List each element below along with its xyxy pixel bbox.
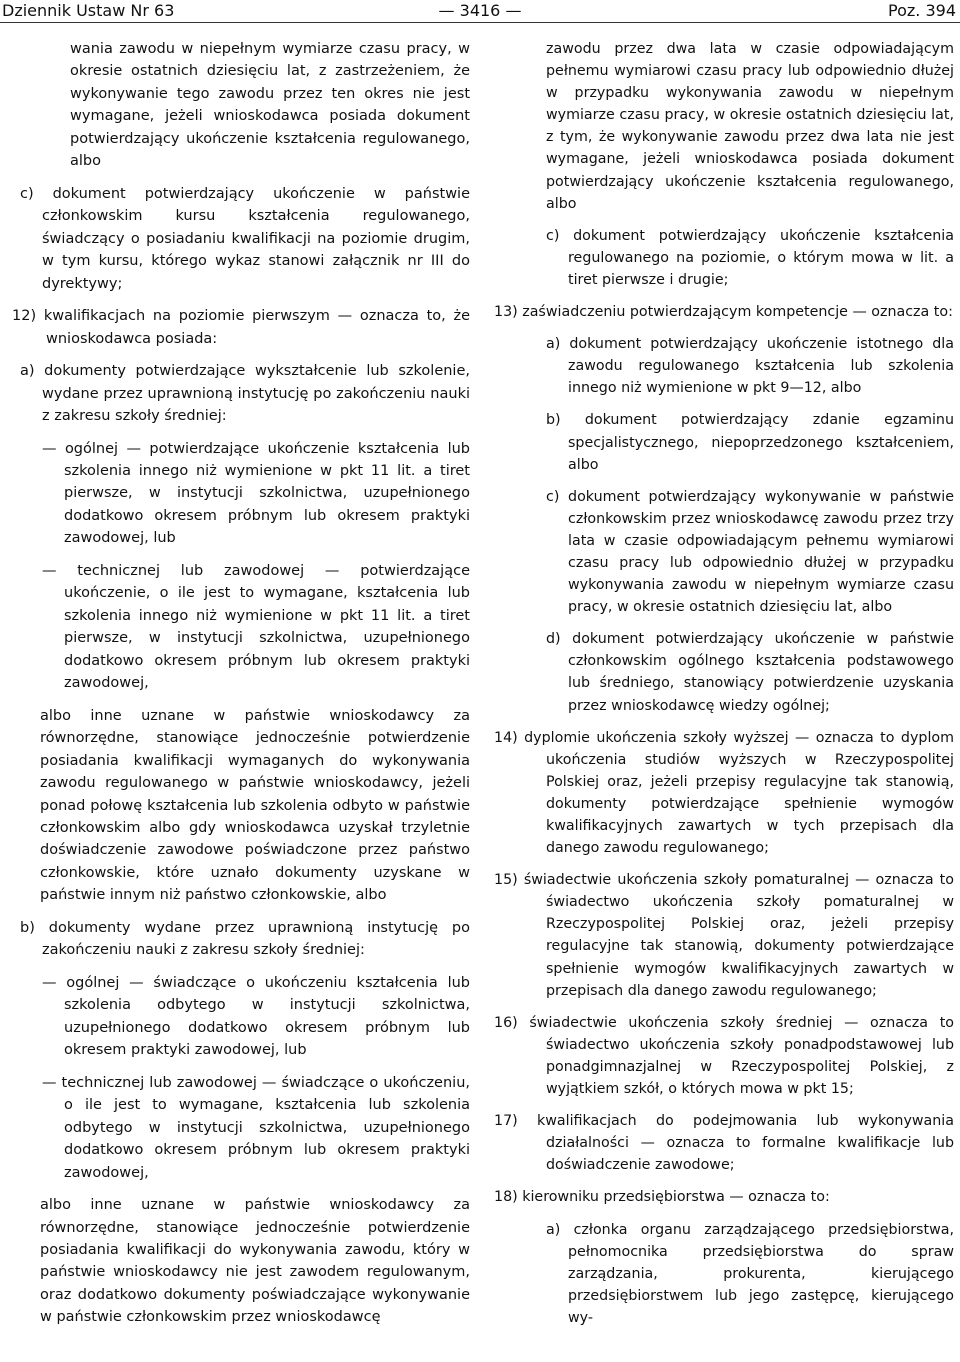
list-item: a) dokument potwierdzający ukończenie istotnego dla zawodu regulowanego kształcenia lub szkolenia innego niż wymienione w pkt 9—12, albo (546, 336, 954, 397)
list-item: 17) kwalifikacjach do podejmowania lub wykonywania działalności — oznacza to formalne kwalifikacje lub doświadczenie zawodowe; (494, 1113, 954, 1174)
list-item: 18) kierowniku przedsiębiorstwa — oznacza to: (494, 1189, 830, 1206)
list-item: 14) dyplomie ukończenia szkoły wyższej — oznacza to dyplom ukończenia studiów wyższych w Rzeczypospolitej Polskiej oraz, jeżeli przepisy regulacyjne tak stanowią, dokumenty potwierdzające spełnienie wymogów kwalifikacyjnych zawartych w tych przepisach dla danego zawodu regulowanego; (494, 729, 954, 857)
page-number: — 3416 — (438, 1, 522, 20)
page-header (0, 0, 960, 22)
position-number: Poz. 394 (888, 1, 956, 20)
tiret-item: — technicznej lub zawodowej — potwierdzające ukończenie, o ile jest to wymagane, kształcenia lub szkolenia innego niż wymienione w pkt 11 lit. a tiret pierwsze, w instytucji szkolnictwa, uzupełnionego dodatkowo okresem próbnym lub okresem praktyki zawodowej, (42, 562, 470, 692)
paragraph: albo inne uznane w państwie wnioskodawcy za równorzędne, stanowiące jednocześnie potwierdzenie posiadania kwalifikacji wymaganych do wykonywania zawodu regulowanego w państwie wnioskodawcy, jeżeli ponad połowę kształcenia lub szkolenia odbyto w państwie członkowskim albo gdy wnioskodawca uzyskał trzyletnie doświadczenie zawodowe poświadczone przez państwo członkowskie, które uznało dokumenty uzyskane w państwie innym niż państwo członkowskie, albo (40, 707, 470, 904)
list-item: c) dokument potwierdzający ukończenie kształcenia regulowanego na poziomie, o którym mowa w lit. a tiret pierwsze i drugie; (546, 227, 954, 288)
list-item: c) dokument potwierdzający wykonywanie w państwie członkowskim przez wnioskodawcę zawodu przez trzy lata w czasie odpowiadającym pełnemu wymiarowi czasu pracy lub odpowiednio dłużej w przypadku wykonywania zawodu w niepełnym wymiarze czasu pracy, w okresie ostatnich dziesięciu lat, albo (546, 488, 954, 616)
list-item: 12) kwalifikacjach na poziomie pierwszym — oznacza to, że wnioskodawca posiada: (12, 308, 470, 347)
list-item: a) dokumenty potwierdzające wykształcenie lub szkolenie, wydane przez uprawnioną instytucję po zakończeniu nauki z zakresu szkoły średniej: (20, 363, 470, 425)
list-item: b) dokument potwierdzający zdanie egzaminu specjalistycznego, niepoprzedzonego kształceniem, albo (546, 412, 954, 473)
right-column (494, 38, 954, 1339)
left-column (12, 38, 470, 1339)
tiret-item: — ogólnej — świadczące o ukończeniu kształcenia lub szkolenia odbytego w instytucji szkolnictwa, uzupełnionego dodatkowo okresem próbnym lub okresem praktyki zawodowej, lub (42, 974, 470, 1059)
list-item: a) członka organu zarządzającego przedsiębiorstwa, pełnomocnika przedsiębiorstwa do spraw zarządzania, prokurenta, kierującego przedsiębiorstwem lub jego zastępcę, kierującego wy- (546, 1221, 954, 1326)
tiret-item: — ogólnej — potwierdzające ukończenie kształcenia lub szkolenia innego niż wymienione w pkt 11 lit. a tiret pierwsze, w instytucji szkolnictwa, uzupełnionego dodatkowo okresem próbnym lub okresem praktyki zawodowej, lub (42, 440, 470, 547)
list-item: b) dokumenty wydane przez uprawnioną instytucję po zakończeniu nauki z zakresu szkoły średniej: (20, 919, 470, 959)
journal-title: Dziennik Ustaw Nr 63 (2, 1, 175, 20)
list-item: 16) świadectwie ukończenia szkoły średniej — oznacza to świadectwo ukończenia szkoły ponadpodstawowej lub ponadgimnazjalnej w Rzeczypospolitej Polskiej, z wyjątkiem szkół, o których mowa w pkt 15; (494, 1014, 954, 1098)
paragraph: wania zawodu w niepełnym wymiarze czasu pracy, w okresie ostatnich dziesięciu lat, z zastrzeżeniem, że wykonywanie tego zawodu przez ten okres nie jest wymagane, jeżeli wnioskodawca posiada dokument potwierdzający ukończenie kształcenia regulowanego, albo (70, 41, 470, 170)
paragraph: albo inne uznane w państwie wnioskodawcy za równorzędne, stanowiące jednocześnie potwierdzenie posiadania kwalifikacji do wykonywania zawodu, który w państwie wnioskodawcy nie jest zawodem regulowanym, oraz dodatkowo dokumenty poświadczające wykonywanie w państwie członkowskim przez wnioskodawcę (40, 1197, 470, 1326)
list-item: d) dokument potwierdzający ukończenie w państwie członkowskim ogólnego kształcenia podstawowego lub średniego, stanowiący potwierdzenie uzyskania przez wnioskodawcę wiedzy ogólnej; (546, 631, 954, 714)
header-rule (0, 22, 960, 23)
paragraph: zawodu przez dwa lata w czasie odpowiadającym pełnemu wymiarowi czasu pracy lub odpowiednio dłużej w przypadku wykonywania zawodu w niepełnym wymiarze czasu pracy, w okresie ostatnich dziesięciu lat, z tym, że wykonywanie zawodu przez dwa lata nie jest wymagane, jeżeli wnioskodawca posiada dokument potwierdzający ukończenie kształcenia regulowanego, albo (546, 41, 954, 212)
list-item: 13) zaświadczeniu potwierdzającym kompetencje — oznacza to: (494, 304, 953, 321)
tiret-item: — technicznej lub zawodowej — świadczące o ukończeniu, o ile jest to wymagane, kształcenia lub szkolenia odbytego w instytucji szkolnictwa, uzupełnionego dodatkowo okresem próbnym lub okresem praktyki zawodowej, (42, 1074, 470, 1181)
list-item: 15) świadectwie ukończenia szkoły pomaturalnej — oznacza to świadectwo ukończenia szkoły pomaturalnej w Rzeczypospolitej Polskiej oraz, jeżeli przepisy regulacyjne tak stanowią, dokumenty potwierdzające spełnienie wymogów kwalifikacyjnych zawartych w przepisach dla danego zawodu regulowanego; (494, 872, 954, 999)
list-item: c) dokument potwierdzający ukończenie w państwie członkowskim kursu kształcenia regulowanego, świadczący o posiadaniu kwalifikacji na poziomie drugim, w tym kursu, którego wykaz stanowi załącznik nr III do dyrektywy; (20, 185, 470, 292)
